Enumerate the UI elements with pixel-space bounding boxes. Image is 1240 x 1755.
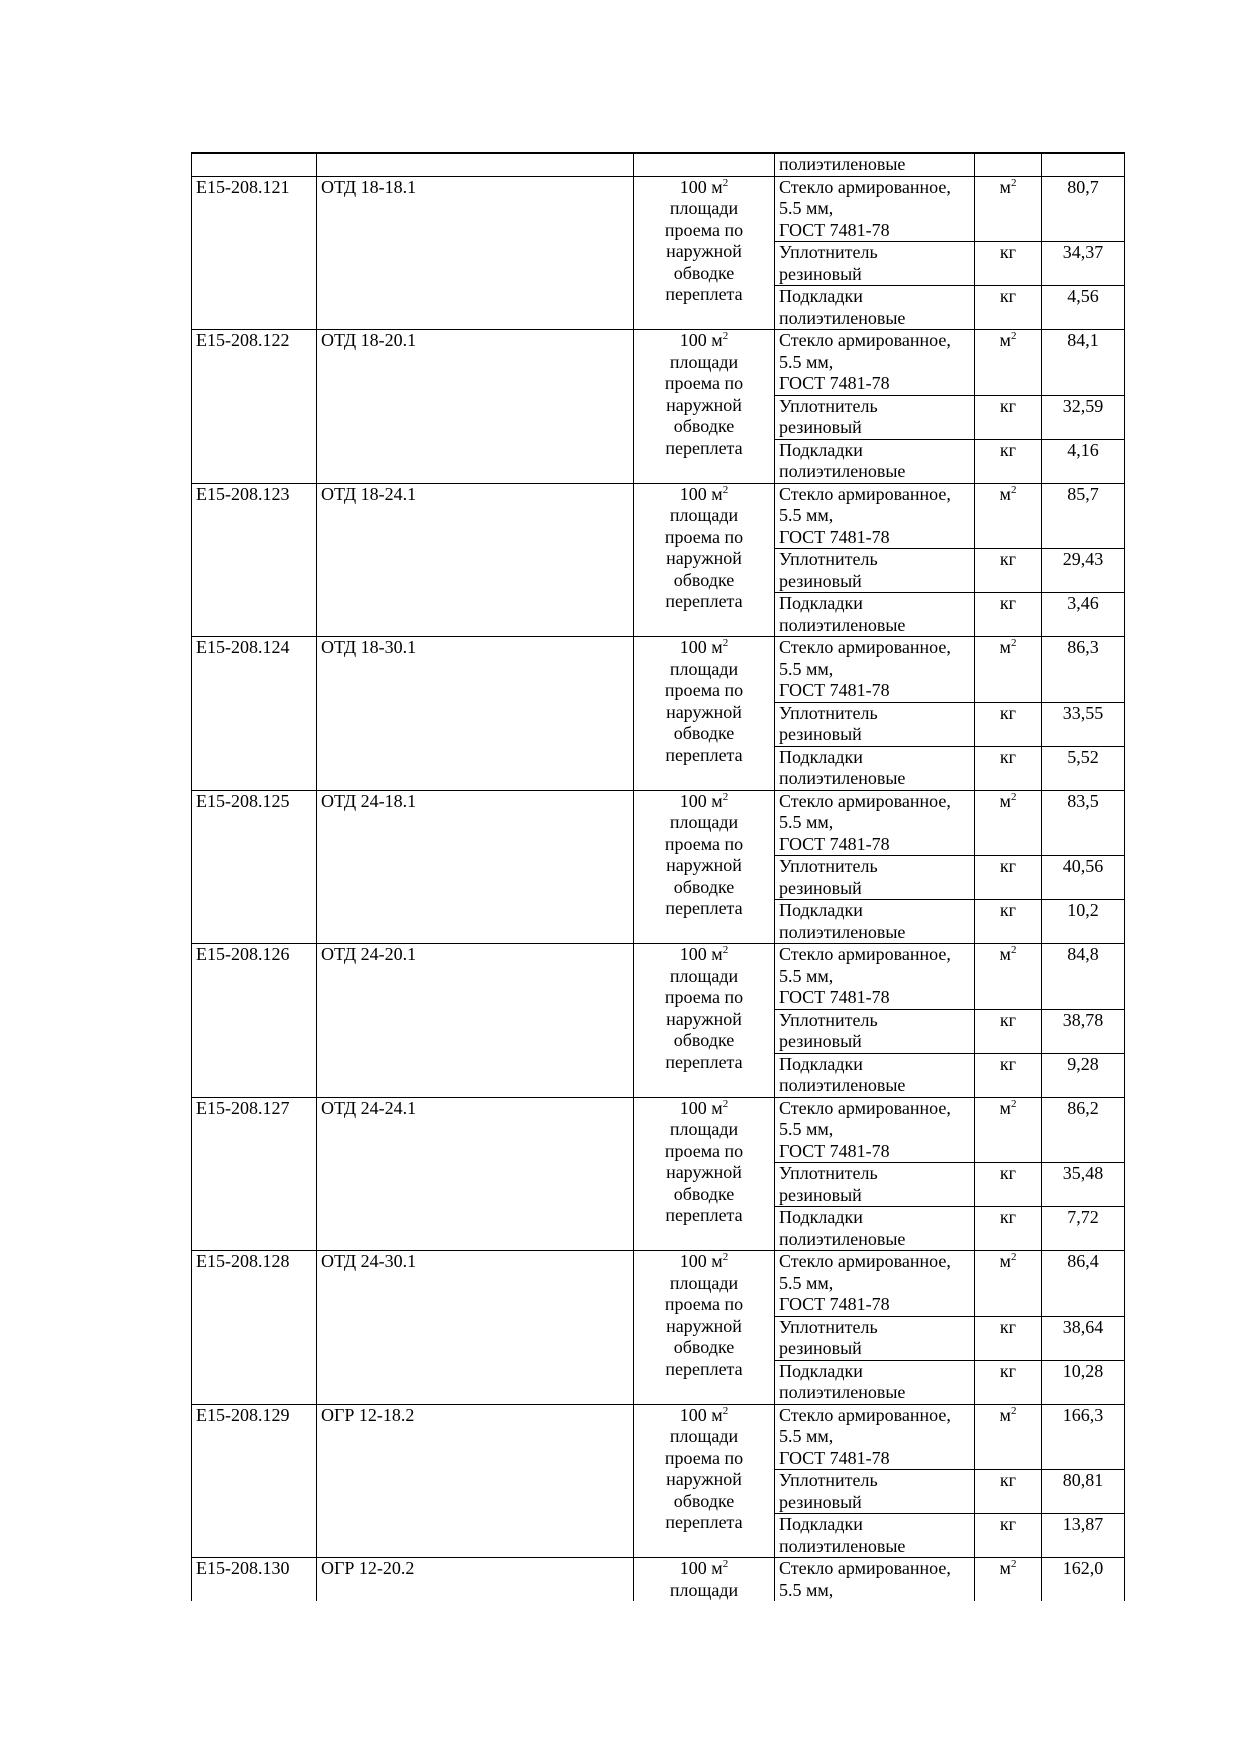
table-row (192, 944, 1125, 1010)
unit-prefix: 100 м (679, 330, 723, 350)
unit-description: площади проема по наружной обводке переплета (664, 1426, 744, 1532)
measure-unit-superscript: 2 (1010, 1251, 1017, 1263)
unit-superscript: 2 (722, 1558, 729, 1570)
resource-value: 10,28 (1042, 1360, 1125, 1404)
resource-label: Стекло армированное, 5.5 мм, ГОСТ 7481-78 (779, 1404, 951, 1468)
measure-unit-base: м (999, 1097, 1011, 1118)
norm-code: Е15-208.126 (192, 944, 317, 1098)
measure-unit: кг (975, 746, 1042, 790)
unit-prefix: 100 м (679, 1404, 723, 1425)
measure-unit: кг (975, 439, 1042, 483)
measure-unit-base: м (999, 637, 1011, 657)
resource-name (775, 637, 975, 703)
resource-norms-table (191, 152, 1125, 1601)
resource-value: 166,3 (1042, 1404, 1125, 1470)
unit-description: площади проема по наружной обводке переплета (664, 812, 744, 918)
norm-code: Е15-208.123 (192, 483, 317, 637)
resource-value: 83,5 (1042, 790, 1125, 856)
item-name: ОТД 18-18.1 (317, 176, 634, 330)
norm-code: Е15-208.125 (192, 790, 317, 944)
resource-label: Подкладки полиэтиленовые (779, 593, 906, 635)
resource-label: Уплотнитель резиновый (779, 242, 878, 284)
resource-name (775, 1558, 975, 1602)
table-row (192, 176, 1125, 242)
measure-unit: кг (975, 395, 1042, 439)
unit-superscript: 2 (722, 1404, 729, 1417)
item-name: ОТД 18-30.1 (317, 637, 634, 791)
resource-name (775, 330, 975, 396)
measure-unit: кг (975, 1360, 1042, 1404)
resource-label: Стекло армированное, 5.5 мм, (779, 1558, 951, 1600)
resource-label: Подкладки полиэтиленовые (779, 439, 906, 481)
unit-of-measure-cell (634, 790, 775, 944)
resource-name (775, 286, 975, 330)
measure-unit-base: м (999, 944, 1011, 964)
unit-of-measure-cell (634, 1097, 775, 1251)
unit-superscript: 2 (722, 176, 729, 189)
resource-value: 80,81 (1042, 1470, 1125, 1514)
norm-code: Е15-208.127 (192, 1097, 317, 1251)
measure-unit-superscript: 2 (1010, 176, 1017, 189)
norm-code: Е15-208.129 (192, 1404, 317, 1558)
measure-unit-base: м (999, 1558, 1011, 1578)
measure-unit-base: м (999, 790, 1011, 811)
resource-name (775, 790, 975, 856)
measure-unit: кг (975, 549, 1042, 593)
resource-value: 4,16 (1042, 439, 1125, 483)
resource-name (775, 242, 975, 286)
measure-unit-m2 (975, 1558, 1042, 1602)
norm-code: Е15-208.128 (192, 1251, 317, 1405)
resource-name (775, 1404, 975, 1470)
resource-name (775, 1207, 975, 1251)
unit-of-measure-cell (634, 1558, 775, 1602)
table-row (192, 790, 1125, 856)
measure-unit: кг (975, 1009, 1042, 1053)
resource-value: 86,2 (1042, 1097, 1125, 1163)
resource-label: Уплотнитель резиновый (779, 702, 878, 744)
item-name: ОГР 12-20.2 (317, 1558, 634, 1602)
measure-unit: кг (975, 1470, 1042, 1514)
measure-unit-base: м (999, 176, 1011, 197)
unit-superscript: 2 (722, 944, 729, 956)
unit-prefix: 100 м (679, 790, 723, 811)
resource-value: 80,7 (1042, 176, 1125, 242)
item-name: ОТД 24-18.1 (317, 790, 634, 944)
item-name: ОТД 18-20.1 (317, 330, 634, 484)
resource-name (775, 944, 975, 1010)
unit-description: площади (669, 1579, 739, 1600)
unit-superscript: 2 (722, 790, 729, 803)
resource-value: 10,2 (1042, 900, 1125, 944)
measure-unit-m2 (975, 637, 1042, 703)
resource-name (775, 1053, 975, 1097)
measure-unit-superscript: 2 (1010, 1097, 1017, 1110)
resource-value: 86,4 (1042, 1251, 1125, 1317)
measure-unit-m2 (975, 1251, 1042, 1317)
resource-label: Уплотнитель резиновый (779, 1163, 878, 1205)
resource-value: 33,55 (1042, 702, 1125, 746)
resource-name (775, 593, 975, 637)
resource-name (775, 702, 975, 746)
resource-name (775, 1163, 975, 1207)
measure-unit: кг (975, 1053, 1042, 1097)
unit-prefix: 100 м (679, 1558, 723, 1578)
table-row-continuation (192, 153, 1125, 176)
resource-name (775, 549, 975, 593)
resource-label: Подкладки полиэтиленовые (779, 1514, 906, 1556)
resource-value: 40,56 (1042, 856, 1125, 900)
resource-label: Подкладки полиэтиленовые (779, 1207, 906, 1249)
unit-superscript: 2 (722, 330, 729, 342)
resource-label: Стекло армированное, 5.5 мм, ГОСТ 7481-78 (779, 1097, 951, 1161)
measure-unit-superscript: 2 (1010, 330, 1017, 342)
resource-name (775, 395, 975, 439)
item-name: ОТД 24-20.1 (317, 944, 634, 1098)
measure-unit-m2 (975, 176, 1042, 242)
resource-label: Стекло армированное, 5.5 мм, ГОСТ 7481-78 (779, 176, 951, 240)
resource-label: Стекло армированное, 5.5 мм, ГОСТ 7481-78 (779, 944, 951, 1007)
unit-superscript: 2 (722, 1251, 729, 1263)
item-name: ОТД 18-24.1 (317, 483, 634, 637)
measure-unit-superscript: 2 (1010, 1404, 1017, 1417)
resource-name (775, 439, 975, 483)
resource-value: 7,72 (1042, 1207, 1125, 1251)
resource-value: 5,52 (1042, 746, 1125, 790)
norm-code: Е15-208.124 (192, 637, 317, 791)
resource-name (775, 1097, 975, 1163)
unit-superscript: 2 (722, 637, 729, 649)
measure-unit: кг (975, 1163, 1042, 1207)
resource-value: 29,43 (1042, 549, 1125, 593)
resource-name (775, 1009, 975, 1053)
resource-value: 4,56 (1042, 286, 1125, 330)
resource-value: 38,64 (1042, 1316, 1125, 1360)
resource-value: 9,28 (1042, 1053, 1125, 1097)
resource-label: Подкладки полиэтиленовые (779, 900, 906, 942)
resource-label: Уплотнитель резиновый (779, 549, 878, 591)
measure-unit: кг (975, 286, 1042, 330)
resource-value: 32,59 (1042, 395, 1125, 439)
resource-label: Уплотнитель резиновый (779, 1316, 878, 1358)
resource-value: 38,78 (1042, 1009, 1125, 1053)
measure-unit: кг (975, 900, 1042, 944)
measure-unit-m2 (975, 1404, 1042, 1470)
unit-of-measure-cell (634, 330, 775, 484)
resource-label: Стекло армированное, 5.5 мм, ГОСТ 7481-78 (779, 330, 951, 393)
table-row (192, 1404, 1125, 1470)
resource-label: Уплотнитель резиновый (779, 1009, 878, 1051)
resource-value: 162,0 (1042, 1558, 1125, 1602)
measure-unit-m2 (975, 330, 1042, 396)
measure-unit-superscript: 2 (1010, 637, 1017, 649)
item-name: ОТД 24-24.1 (317, 1097, 634, 1251)
item-name: ОТД 24-30.1 (317, 1251, 634, 1405)
table-row (192, 1251, 1125, 1317)
measure-unit-m2 (975, 1097, 1042, 1163)
resource-value: 34,37 (1042, 242, 1125, 286)
measure-unit: кг (975, 593, 1042, 637)
table-row (192, 1558, 1125, 1602)
resource-name (775, 856, 975, 900)
resource-name (775, 176, 975, 242)
measure-unit-base: м (999, 1404, 1011, 1425)
measure-unit-base: м (999, 483, 1011, 504)
table-row (192, 330, 1125, 396)
measure-unit-superscript: 2 (1010, 790, 1017, 803)
resource-name (775, 1251, 975, 1317)
resource-value: 13,87 (1042, 1514, 1125, 1558)
unit-of-measure-cell (634, 176, 775, 330)
table-row (192, 483, 1125, 549)
resource-label: Стекло армированное, 5.5 мм, ГОСТ 7481-78 (779, 790, 951, 854)
unit-description: площади проема по наружной обводке переплета (664, 351, 744, 458)
unit-prefix: 100 м (679, 637, 723, 657)
norm-code: Е15-208.121 (192, 176, 317, 330)
resource-value: 85,7 (1042, 483, 1125, 549)
unit-of-measure-cell (634, 1251, 775, 1405)
resource-name (775, 746, 975, 790)
resource-label: Стекло армированное, 5.5 мм, ГОСТ 7481-78 (779, 637, 951, 700)
measure-unit-base: м (999, 1251, 1011, 1271)
measure-unit: кг (975, 1316, 1042, 1360)
resource-name (775, 1316, 975, 1360)
resource-value: 86,3 (1042, 637, 1125, 703)
resource-name: полиэтиленовые (775, 153, 975, 176)
measure-unit-m2 (975, 944, 1042, 1010)
unit-description: площади проема по наружной обводке переплета (664, 1272, 744, 1379)
resource-name (775, 900, 975, 944)
unit-description: площади проема по наружной обводке переплета (664, 658, 744, 765)
unit-of-measure-cell (634, 637, 775, 791)
measure-unit: кг (975, 856, 1042, 900)
resource-value: 84,8 (1042, 944, 1125, 1010)
resource-value: 35,48 (1042, 1163, 1125, 1207)
unit-of-measure-cell (634, 1404, 775, 1558)
unit-of-measure-cell (634, 944, 775, 1098)
norm-code: Е15-208.130 (192, 1558, 317, 1602)
unit-superscript: 2 (722, 483, 729, 496)
item-name: ОГР 12-18.2 (317, 1404, 634, 1558)
measure-unit-base: м (999, 330, 1011, 350)
resource-label: Уплотнитель резиновый (779, 856, 878, 898)
unit-prefix: 100 м (679, 483, 723, 504)
resource-name (775, 483, 975, 549)
resource-name (775, 1514, 975, 1558)
document-page (191, 152, 1104, 1601)
resource-label: Подкладки полиэтиленовые (779, 1360, 906, 1402)
unit-prefix: 100 м (679, 944, 723, 964)
resource-label: Подкладки полиэтиленовые (779, 746, 906, 788)
resource-name (775, 1470, 975, 1514)
norm-code: Е15-208.122 (192, 330, 317, 484)
table-row (192, 1097, 1125, 1163)
resource-label: Подкладки полиэтиленовые (779, 286, 906, 328)
unit-description: площади проема по наружной обводке переплета (664, 198, 744, 304)
unit-description: площади проема по наружной обводке переплета (664, 505, 744, 611)
measure-unit: кг (975, 242, 1042, 286)
measure-unit-superscript: 2 (1010, 1558, 1017, 1570)
measure-unit: кг (975, 1514, 1042, 1558)
unit-description: площади проема по наружной обводке переплета (664, 1119, 744, 1225)
measure-unit: кг (975, 702, 1042, 746)
resource-label: Стекло армированное, 5.5 мм, ГОСТ 7481-78 (779, 1251, 951, 1314)
table-row (192, 637, 1125, 703)
measure-unit-m2 (975, 483, 1042, 549)
resource-value: 84,1 (1042, 330, 1125, 396)
resource-label: Уплотнитель резиновый (779, 1470, 878, 1512)
measure-unit-m2 (975, 790, 1042, 856)
measure-unit-superscript: 2 (1010, 944, 1017, 956)
unit-prefix: 100 м (679, 176, 723, 197)
measure-unit: кг (975, 1207, 1042, 1251)
resource-label: Уплотнитель резиновый (779, 395, 878, 437)
unit-description: площади проема по наружной обводке переплета (664, 965, 744, 1072)
resource-name (775, 1360, 975, 1404)
resource-value: 3,46 (1042, 593, 1125, 637)
measure-unit-superscript: 2 (1010, 483, 1017, 496)
unit-superscript: 2 (722, 1097, 729, 1110)
unit-of-measure-cell (634, 483, 775, 637)
resource-label: Подкладки полиэтиленовые (779, 1053, 906, 1095)
unit-prefix: 100 м (679, 1097, 723, 1118)
unit-prefix: 100 м (679, 1251, 723, 1271)
resource-label: Стекло армированное, 5.5 мм, ГОСТ 7481-78 (779, 483, 951, 547)
